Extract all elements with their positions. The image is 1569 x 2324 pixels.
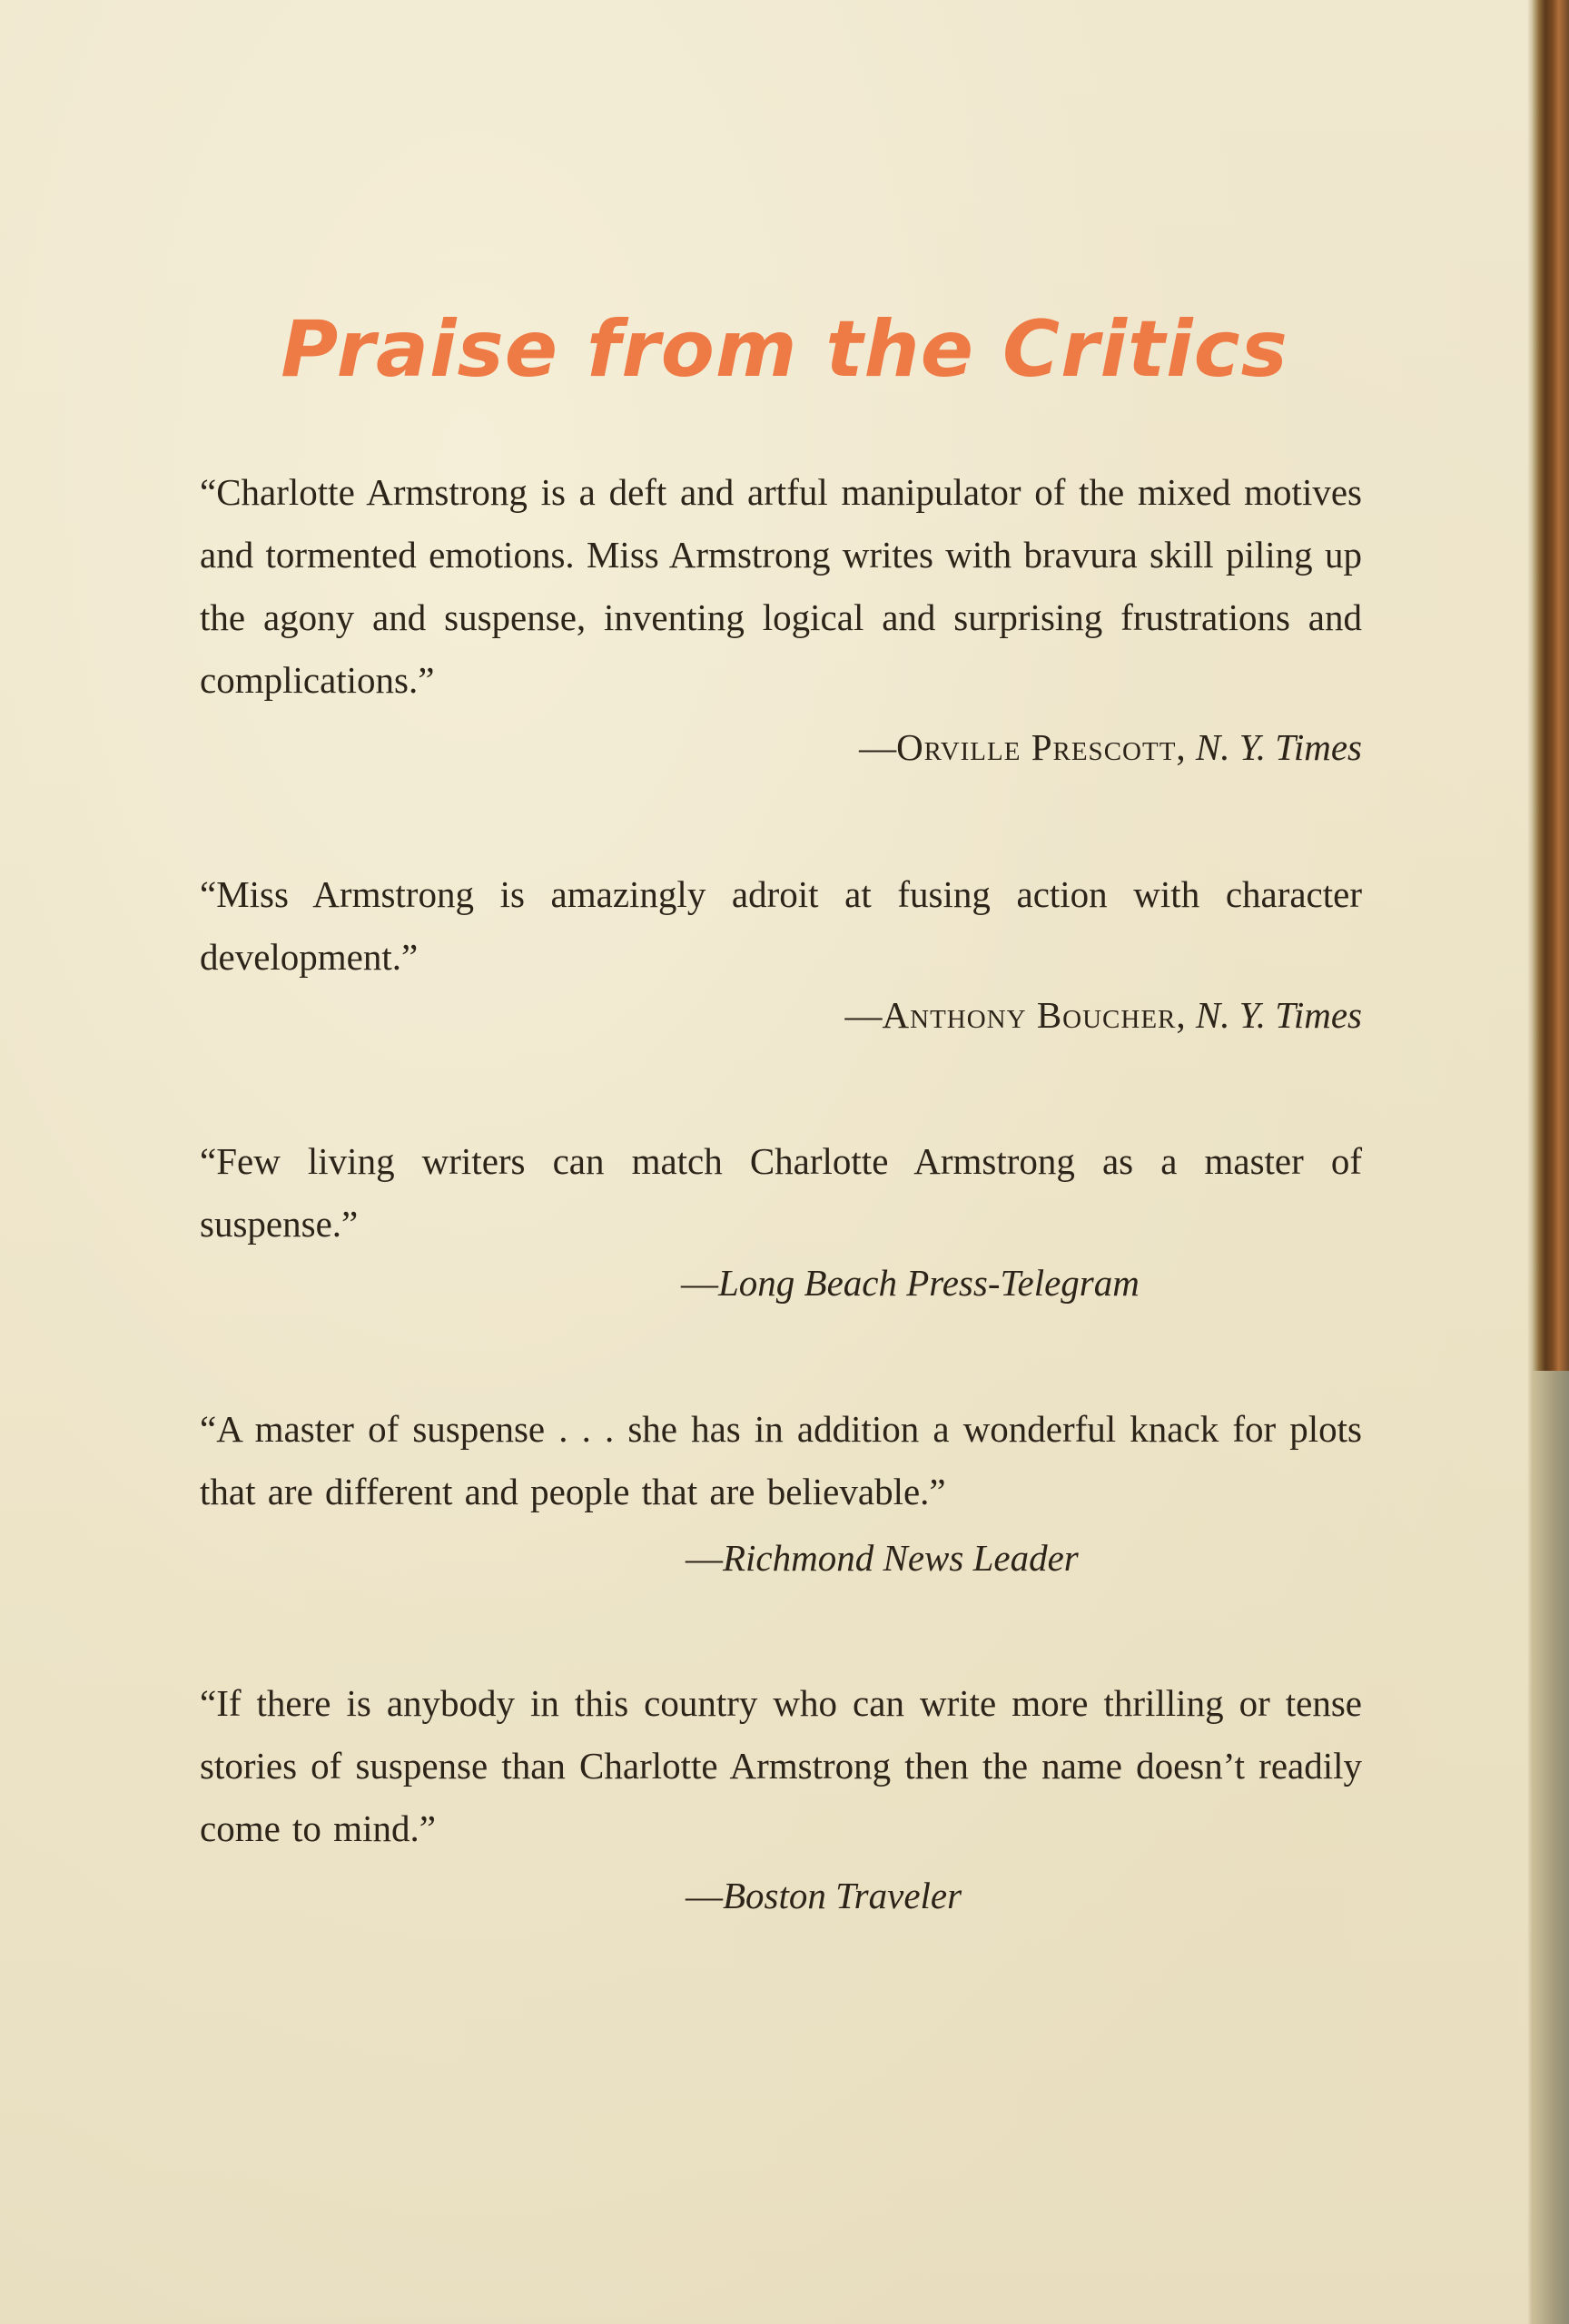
quote-text: “If there is anybody in this country who can write more thrilling or tense stories of suspense than Charlotte Armstrong then the name doesn’t readily come to mind.” <box>200 1682 1362 1849</box>
spine-lower-decoration <box>1533 1371 1569 2324</box>
attribution-dash: — <box>844 994 883 1036</box>
page-title: Praise from the Critics <box>281 304 1288 395</box>
quote-attribution <box>681 1257 1140 1308</box>
quote-attribution <box>200 722 1362 773</box>
publication-name: N. Y. Times <box>1195 994 1362 1036</box>
quote-attribution <box>686 1870 962 1921</box>
publication-name: N. Y. Times <box>1195 726 1362 768</box>
attribution-dash: — <box>859 726 897 768</box>
publication-name: Boston Traveler <box>723 1875 962 1916</box>
quote-text: “Miss Armstrong is amazingly adroit at fusing action with character development.” <box>200 873 1362 978</box>
attribution-dash: — <box>681 1262 718 1304</box>
publication-name: Richmond News Leader <box>723 1537 1079 1579</box>
quote-text: “Few living writers can match Charlotte Armstrong as a master of suspense.” <box>200 1140 1362 1245</box>
quote-text: “Charlotte Armstrong is a deft and artful manipulator of the mixed motives and tormented emotions. Miss Armstrong writes with bravura skill piling up the agony and suspense, inventing logical and surprising frustrations and complications.” <box>200 471 1362 701</box>
quote-attribution <box>686 1532 1079 1583</box>
publication-name: Long Beach Press-Telegram <box>718 1262 1140 1304</box>
critic-name: Anthony Boucher, <box>882 994 1187 1036</box>
attribution-dash: — <box>686 1875 723 1916</box>
quote-text: “A master of suspense . . . she has in addition a wonderful knack for plots that are different and people that are believable.” <box>200 1408 1362 1512</box>
quote-attribution <box>200 990 1362 1040</box>
attribution-dash: — <box>686 1537 723 1579</box>
critic-name: Orville Prescott, <box>896 726 1187 768</box>
